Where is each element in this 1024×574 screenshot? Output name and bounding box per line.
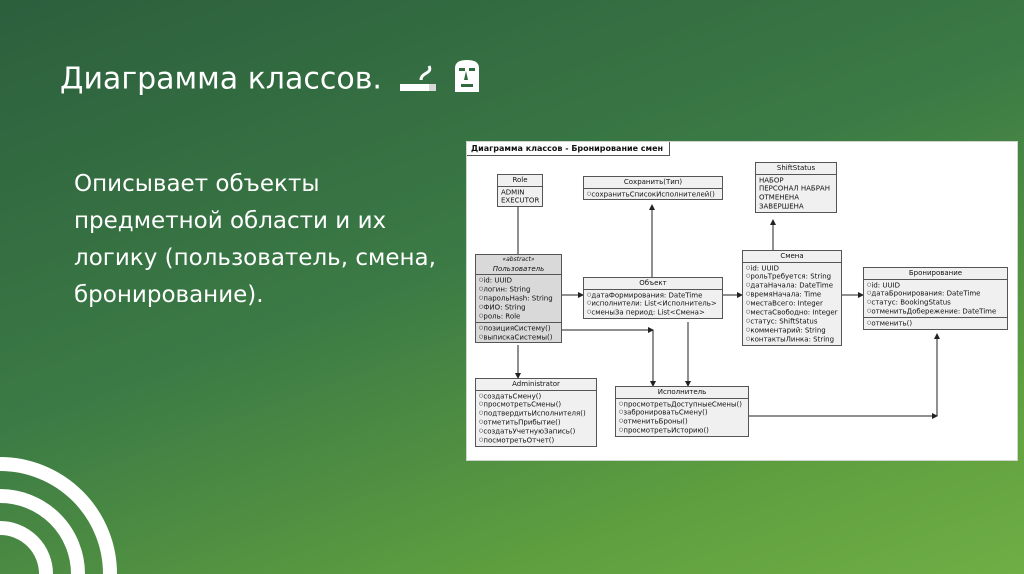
slide-title-block [60, 58, 485, 102]
class-field: ○ статус: ShiftStatus [746, 317, 838, 326]
class-method: ○ создатьУчетнуюЗапись() [479, 427, 593, 436]
class-field: ○ отменитьДобережение: DateTime [867, 307, 1004, 316]
class-role-name: Role [498, 175, 542, 187]
class-administrator-name: Administrator [476, 379, 596, 391]
class-field: ○ id: UUID [867, 281, 1004, 290]
class-field: ○ датаНачала: DateTime [746, 281, 838, 290]
class-field: ○ статус: BookingStatus [867, 298, 1004, 307]
class-booking [863, 267, 1008, 330]
class-field: ○ id: UUID [479, 276, 558, 285]
class-field: ○ местаВсего: Integer [746, 299, 838, 308]
class-method: ○ сохранитьСписокИсполнителей() [587, 190, 719, 199]
class-executor [615, 386, 749, 437]
class-shift [742, 250, 842, 346]
class-user [475, 254, 562, 343]
cigarette-icon [399, 62, 439, 94]
class-diagram-image [466, 141, 1018, 461]
moai-face-icon [449, 58, 485, 94]
class-save [583, 176, 723, 200]
class-field: ○ комментарий: String [746, 326, 838, 335]
slide-title: Диаграмма классов. [60, 61, 382, 97]
enum-value: ОТМЕНЕНА [759, 193, 799, 202]
class-administrator [475, 378, 597, 447]
class-method: ○ отменитьБроны() [619, 417, 745, 426]
slide-description: Описывает объекты предметной области и их логику (пользователь, смена, бронирование). [74, 171, 436, 308]
class-method: ○ выпискаСистемы() [479, 333, 558, 342]
class-object [583, 277, 723, 319]
enum-value: НАБОР [759, 175, 784, 184]
class-field: ○ ФИО: String [479, 303, 558, 312]
class-executor-name: Исполнитель [616, 387, 748, 399]
enum-value: ADMIN [501, 187, 525, 196]
class-field: ○ исполнители: List<Исполнитель> [587, 299, 719, 308]
class-method: ○ подтвердитьИсполнителя() [479, 409, 593, 418]
class-shift-name: Смена [743, 251, 841, 263]
class-field: ○ датаФормирования: DateTime [587, 291, 719, 300]
class-field: ○ роль: Role [479, 312, 558, 321]
class-field: ○ сменыЗа период: List<Смена> [587, 308, 719, 317]
class-method: ○ просмотретьДоступныеСмены() [619, 400, 745, 409]
class-field: ○ рольТребуется: String [746, 272, 838, 281]
class-booking-name: Бронирование [864, 268, 1007, 280]
enum-value: EXECUTOR [501, 196, 539, 205]
class-method: ○ позицияСистему() [479, 324, 558, 333]
class-field: ○ времяНачала: Time [746, 290, 838, 299]
class-field: ○ контактыЛинка: String [746, 335, 838, 344]
class-user-name: Пользователь [492, 264, 545, 273]
class-save-name: Сохранить(Тип) [584, 177, 722, 189]
class-method: ○ отменить() [867, 319, 1004, 328]
class-field: ○ логин: String [479, 285, 558, 294]
class-object-name: Объект [584, 278, 722, 290]
enum-value: ЗАВЕРШЕНА [759, 202, 804, 211]
class-shiftstatus [755, 162, 837, 213]
class-field: ○ id: UUID [746, 264, 838, 273]
class-role [497, 174, 543, 207]
class-user-stereotype: «abstract» [502, 256, 535, 263]
class-field: ○ датаБронирования: DateTime [867, 289, 1004, 298]
class-field: ○ местаСвободно: Integer [746, 308, 838, 317]
class-method: ○ посмотретьОтчет() [479, 436, 593, 445]
decorative-arcs-graphic [0, 430, 130, 574]
class-method: ○ просмотретьСмены() [479, 400, 593, 409]
class-shiftstatus-name: ShiftStatus [756, 163, 836, 175]
class-field: ○ парольHash: String [479, 294, 558, 303]
class-user-header [476, 255, 561, 275]
title-emoji-group [399, 58, 485, 102]
class-method: ○ создатьСмену() [479, 392, 593, 401]
enum-value: ПЕРСОНАЛ НАБРАН [759, 184, 830, 193]
class-method: ○ забронироватьСмену() [619, 408, 745, 417]
diagram-frame-title: Диаграмма классов - Бронирование смен [467, 142, 670, 156]
class-method: ○ отметитьПрибытие() [479, 418, 593, 427]
class-method: ○ просмотретьИсторию() [619, 426, 745, 435]
